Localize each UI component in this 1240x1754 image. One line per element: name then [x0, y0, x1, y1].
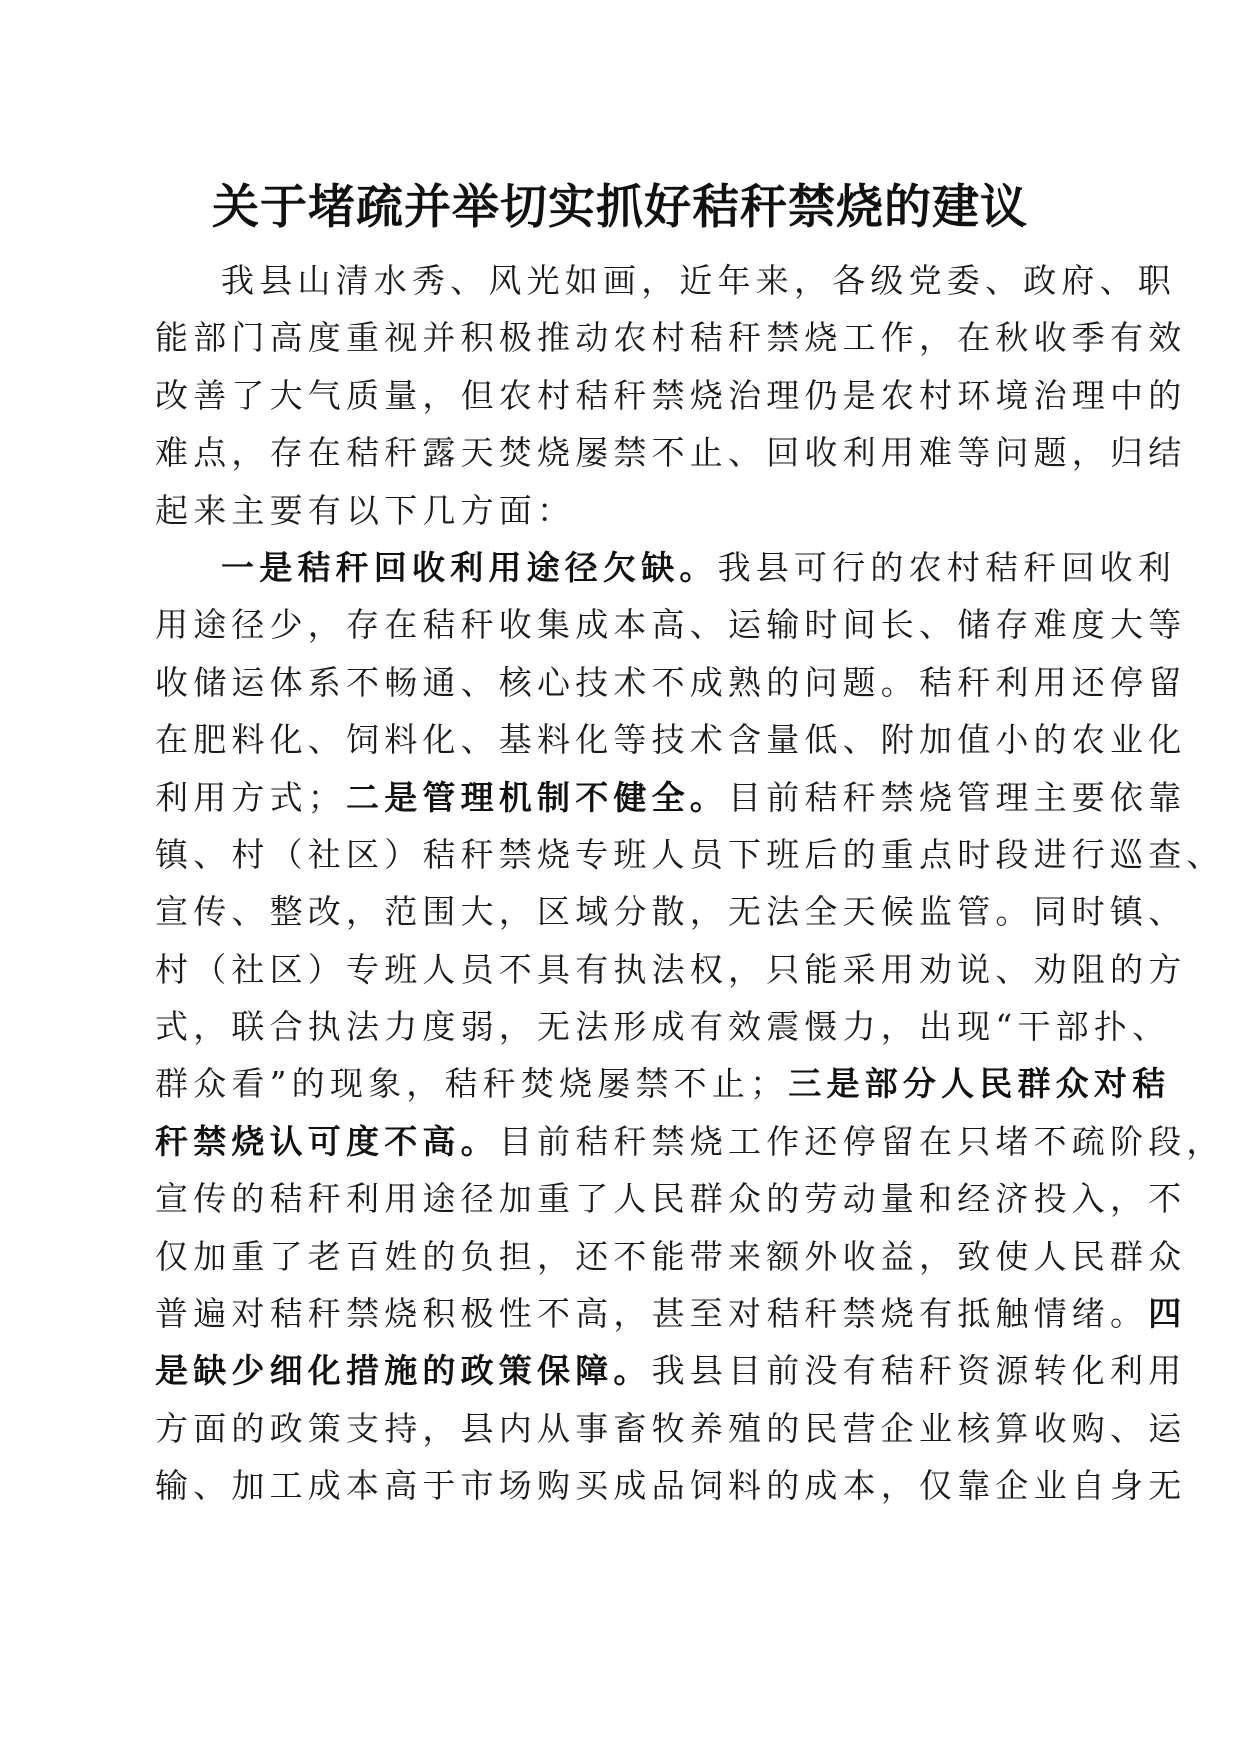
body-line: [155, 883, 1187, 940]
body-line: [155, 1400, 1187, 1457]
body-line: [155, 1228, 1187, 1285]
bold-heading-text: 一是秸秆回收利用途径欠缺。: [221, 547, 718, 587]
body-line: [155, 1342, 1187, 1399]
body-line: [155, 252, 1176, 309]
body-text-segment: 镇、村（社区）秸秆禁烧专班人员下班后的重点时段进行巡查、: [155, 834, 1225, 874]
body-text-segment: 我县可行的农村秸秆回收利: [717, 547, 1177, 587]
body-line: [155, 711, 1187, 768]
body-text-segment: 利用方式；: [155, 777, 346, 817]
body-line: [155, 1113, 1225, 1170]
body-line: [155, 309, 1187, 366]
body-line: [155, 826, 1225, 883]
body-line: [155, 482, 1085, 539]
body-text-segment: 我县目前没有秸秆资源转化利用: [651, 1351, 1187, 1391]
body-text-segment: 宣传、整改，范围大，区域分散，无法全天候监管。同时镇、: [155, 892, 1187, 932]
body-text-segment: 改善了大气质量，但农村秸秆禁烧治理仍是农村环境治理中的: [155, 375, 1187, 415]
body-line: [155, 596, 1187, 653]
bold-heading-text: 秆禁烧认可度不高。: [155, 1121, 499, 1161]
body-text-segment: 起来主要有以下几方面：: [155, 490, 576, 530]
body-line: [155, 424, 1187, 481]
body-line: [155, 941, 1187, 998]
body-text-segment: 收储运体系不畅通、核心技术不成熟的问题。秸秆利用还停留: [155, 662, 1187, 702]
body-text-segment: 用途径少，存在秸秆收集成本高、运输时间长、储存难度大等: [155, 605, 1187, 645]
body-text-segment: 宣传的秸秆利用途径加重了人民群众的劳动量和经济投入，不: [155, 1179, 1187, 1219]
body-text-segment: 仅加重了老百姓的负担，还不能带来额外收益，致使人民群众: [155, 1236, 1187, 1276]
bold-heading-text: 是缺少细化措施的政策保障。: [155, 1351, 652, 1391]
body-line: [155, 539, 1177, 596]
body-text-segment: 输、加工成本高于市场购买成品饲料的成本，仅靠企业自身无: [155, 1466, 1187, 1506]
body-text-segment: 能部门高度重视并积极推动农村秸秆禁烧工作，在秋收季有效: [155, 318, 1187, 358]
body-text-segment: 普遍对秸秆禁烧积极性不高，甚至对秸秆禁烧有抵触情绪。: [155, 1294, 1149, 1334]
bold-heading-text: 四: [1148, 1294, 1187, 1334]
bold-heading-text: 三是部分人民群众对秸: [788, 1064, 1171, 1104]
document-body: [155, 252, 1225, 1515]
body-text-segment: 难点，存在秸秆露天焚烧屡禁不止、回收利用难等问题，归结: [155, 433, 1187, 473]
body-line: [155, 1170, 1187, 1227]
body-text-segment: 在肥料化、饲料化、基料化等技术含量低、附加值小的农业化: [155, 720, 1187, 760]
body-text-segment: 目前秸秆禁烧管理主要依靠: [728, 777, 1187, 817]
body-line: [155, 1285, 1187, 1342]
body-line: [155, 998, 1171, 1055]
document-title: 关于堵疏并举切实抓好秸秆禁烧的建议: [212, 180, 1028, 235]
body-text-segment: 方面的政策支持，县内从事畜牧养殖的民营企业核算收购、运: [155, 1408, 1187, 1448]
body-text-segment: 群众看”的现象，秸秆焚烧屡禁不止；: [155, 1064, 789, 1104]
body-line: [155, 1457, 1187, 1514]
bold-heading-text: 二是管理机制不健全。: [346, 777, 728, 817]
body-line: [155, 654, 1187, 711]
body-text-segment: 目前秸秆禁烧工作还停留在只堵不疏阶段，: [498, 1121, 1225, 1161]
body-line: [155, 769, 1187, 826]
body-text-segment: 式，联合执法力度弱，无法形成有效震慑力，出现“干部扑、: [155, 1007, 1171, 1047]
body-text-segment: 我县山清水秀、风光如画，近年来，各级党委、政府、职: [221, 261, 1176, 300]
body-text-segment: 村（社区）专班人员不具有执法权，只能采用劝说、劝阻的方: [155, 949, 1187, 989]
body-line: [155, 1055, 1171, 1112]
body-line: [155, 367, 1187, 424]
